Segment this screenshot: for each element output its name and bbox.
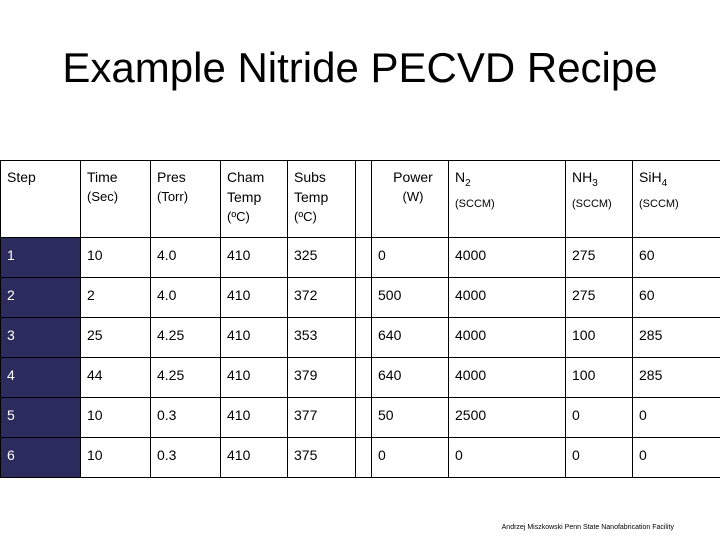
- cell-nh3: 275: [566, 238, 633, 278]
- cell-separator: [356, 398, 372, 438]
- cell-n2: 4000: [449, 358, 566, 398]
- cell-time: 10: [81, 238, 151, 278]
- cell-subs: 372: [288, 278, 356, 318]
- cell-cham: 410: [221, 398, 288, 438]
- footer-credit: Andrzej Miszkowski Penn State Nanofabrication Facility: [501, 524, 674, 531]
- cell-time: 10: [81, 438, 151, 478]
- cell-step: 4: [1, 358, 81, 398]
- cell-nh3: 100: [566, 318, 633, 358]
- header-cham-temp: Cham Temp (ºC): [221, 161, 288, 238]
- header-row: [1, 161, 720, 238]
- table-row: [1, 318, 720, 358]
- cell-power: 0: [372, 238, 449, 278]
- cell-subs: 353: [288, 318, 356, 358]
- cell-sih4: 60: [633, 238, 720, 278]
- cell-step: 3: [1, 318, 81, 358]
- page-title: Example Nitride PECVD Recipe: [62, 44, 658, 91]
- cell-power: 50: [372, 398, 449, 438]
- cell-n2: 4000: [449, 238, 566, 278]
- cell-nh3: 0: [566, 438, 633, 478]
- cell-step: 2: [1, 278, 81, 318]
- cell-separator: [356, 238, 372, 278]
- cell-cham: 410: [221, 358, 288, 398]
- cell-time: 25: [81, 318, 151, 358]
- header-pres: Pres (Torr): [151, 161, 221, 238]
- cell-cham: 410: [221, 318, 288, 358]
- cell-pres: 4.25: [151, 358, 221, 398]
- cell-separator: [356, 438, 372, 478]
- cell-cham: 410: [221, 438, 288, 478]
- cell-sih4: 285: [633, 358, 720, 398]
- cell-cham: 410: [221, 278, 288, 318]
- cell-subs: 375: [288, 438, 356, 478]
- header-step: Step: [1, 161, 81, 238]
- cell-n2: 4000: [449, 318, 566, 358]
- cell-sih4: 0: [633, 398, 720, 438]
- header-separator: [356, 161, 372, 238]
- cell-step: 6: [1, 438, 81, 478]
- cell-step: 5: [1, 398, 81, 438]
- table-row: [1, 238, 720, 278]
- cell-sih4: 285: [633, 318, 720, 358]
- cell-separator: [356, 358, 372, 398]
- cell-sih4: 60: [633, 278, 720, 318]
- cell-pres: 4.0: [151, 278, 221, 318]
- header-n2: $N_2$ (SCCM): [449, 161, 566, 238]
- cell-subs: 377: [288, 398, 356, 438]
- header-sih4: SiH$_4$ (SCCM): [633, 161, 720, 238]
- cell-power: 500: [372, 278, 449, 318]
- header-nh3: $NH_3$ (SCCM): [566, 161, 633, 238]
- header-power: Power (W): [372, 161, 449, 238]
- cell-subs: 379: [288, 358, 356, 398]
- cell-subs: 325: [288, 238, 356, 278]
- cell-sih4: 0: [633, 438, 720, 478]
- cell-pres: 4.0: [151, 238, 221, 278]
- cell-nh3: 100: [566, 358, 633, 398]
- cell-separator: [356, 318, 372, 358]
- header-subs-temp: Subs Temp (ºC): [288, 161, 356, 238]
- cell-nh3: 275: [566, 278, 633, 318]
- cell-power: 640: [372, 358, 449, 398]
- recipe-table: [0, 160, 720, 478]
- cell-cham: 410: [221, 238, 288, 278]
- cell-n2: 2500: [449, 398, 566, 438]
- cell-pres: 4.25: [151, 318, 221, 358]
- cell-pres: 0.3: [151, 438, 221, 478]
- cell-nh3: 0: [566, 398, 633, 438]
- cell-power: 0: [372, 438, 449, 478]
- table-row: [1, 398, 720, 438]
- table-row: [1, 278, 720, 318]
- cell-power: 640: [372, 318, 449, 358]
- table-row: [1, 358, 720, 398]
- table-row: [1, 438, 720, 478]
- cell-n2: 0: [449, 438, 566, 478]
- cell-n2: 4000: [449, 278, 566, 318]
- cell-step: 1: [1, 238, 81, 278]
- cell-time: 2: [81, 278, 151, 318]
- cell-time: 10: [81, 398, 151, 438]
- cell-pres: 0.3: [151, 398, 221, 438]
- cell-time: 44: [81, 358, 151, 398]
- cell-separator: [356, 278, 372, 318]
- header-time: Time (Sec): [81, 161, 151, 238]
